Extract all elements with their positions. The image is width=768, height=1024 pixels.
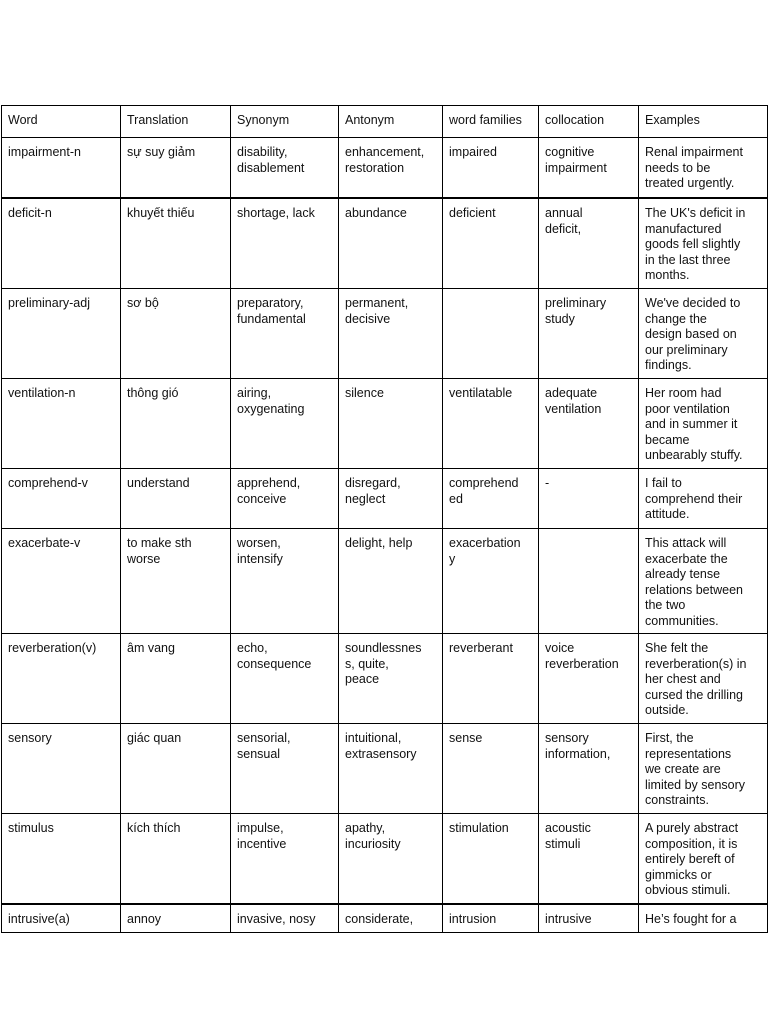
cell-word: stimulus [2, 814, 121, 905]
cell-collocation: cognitive impairment [539, 138, 639, 199]
header-cell-word: Word [2, 106, 121, 138]
cell-synonym: invasive, nosy [231, 904, 339, 933]
cell-word-families [443, 289, 539, 379]
cell-antonym: intuitional, extrasensory [339, 724, 443, 814]
header-row [2, 106, 768, 138]
cell-translation: giác quan [121, 724, 231, 814]
vocabulary-table [1, 105, 768, 933]
table-row [2, 529, 768, 634]
cell-collocation: adequate ventilation [539, 379, 639, 469]
header-cell-examples: Examples [639, 106, 768, 138]
cell-word-families: impaired [443, 138, 539, 199]
cell-word: sensory [2, 724, 121, 814]
cell-synonym: shortage, lack [231, 198, 339, 289]
cell-collocation [539, 529, 639, 634]
cell-examples: Renal impairment needs to be treated urgently. [639, 138, 768, 199]
cell-collocation: preliminary study [539, 289, 639, 379]
cell-word-families: reverberant [443, 634, 539, 724]
header-cell-word-families: word families [443, 106, 539, 138]
cell-word-families: comprehend ed [443, 469, 539, 529]
table-row [2, 634, 768, 724]
cell-translation: thông gió [121, 379, 231, 469]
cell-synonym: airing, oxygenating [231, 379, 339, 469]
cell-word: intrusive(a) [2, 904, 121, 933]
cell-examples: First, the representations we create are limited by sensory constraints. [639, 724, 768, 814]
cell-synonym: sensorial, sensual [231, 724, 339, 814]
table-row [2, 904, 768, 933]
cell-word: impairment-n [2, 138, 121, 199]
cell-translation: kích thích [121, 814, 231, 905]
header-cell-synonym: Synonym [231, 106, 339, 138]
cell-collocation: sensory information, [539, 724, 639, 814]
header-cell-translation: Translation [121, 106, 231, 138]
cell-synonym: worsen, intensify [231, 529, 339, 634]
cell-collocation: intrusive [539, 904, 639, 933]
cell-examples: The UK's deficit in manufactured goods fell slightly in the last three months. [639, 198, 768, 289]
table-body [2, 106, 768, 933]
table-row [2, 379, 768, 469]
cell-synonym: impulse, incentive [231, 814, 339, 905]
cell-translation: sự suy giảm [121, 138, 231, 199]
cell-translation: understand [121, 469, 231, 529]
table-row [2, 198, 768, 289]
cell-examples: Her room had poor ventilation and in summer it became unbearably stuffy. [639, 379, 768, 469]
cell-translation: annoy [121, 904, 231, 933]
cell-word-families: exacerbation y [443, 529, 539, 634]
cell-word: reverberation(v) [2, 634, 121, 724]
cell-antonym: apathy, incuriosity [339, 814, 443, 905]
cell-collocation: - [539, 469, 639, 529]
header-cell-collocation: collocation [539, 106, 639, 138]
cell-word: exacerbate-v [2, 529, 121, 634]
cell-translation: âm vang [121, 634, 231, 724]
cell-antonym: permanent, decisive [339, 289, 443, 379]
cell-antonym: silence [339, 379, 443, 469]
cell-synonym: echo, consequence [231, 634, 339, 724]
cell-synonym: disability, disablement [231, 138, 339, 199]
cell-word: deficit-n [2, 198, 121, 289]
cell-examples: He’s fought for a [639, 904, 768, 933]
cell-antonym: disregard, neglect [339, 469, 443, 529]
cell-antonym: delight, help [339, 529, 443, 634]
cell-word-families: deficient [443, 198, 539, 289]
header-cell-antonym: Antonym [339, 106, 443, 138]
cell-word-families: stimulation [443, 814, 539, 905]
cell-collocation: acoustic stimuli [539, 814, 639, 905]
cell-translation: khuyết thiếu [121, 198, 231, 289]
table-row [2, 469, 768, 529]
cell-translation: sơ bộ [121, 289, 231, 379]
cell-word-families: sense [443, 724, 539, 814]
cell-examples: A purely abstract composition, it is entirely bereft of gimmicks or obvious stimuli. [639, 814, 768, 905]
cell-collocation: voice reverberation [539, 634, 639, 724]
cell-examples: I fail to comprehend their attitude. [639, 469, 768, 529]
cell-synonym: apprehend, conceive [231, 469, 339, 529]
cell-translation: to make sth worse [121, 529, 231, 634]
table-row [2, 138, 768, 199]
cell-antonym: considerate, [339, 904, 443, 933]
cell-collocation: annual deficit, [539, 198, 639, 289]
cell-examples: She felt the reverberation(s) in her chest and cursed the drilling outside. [639, 634, 768, 724]
cell-antonym: soundlessnes s, quite, peace [339, 634, 443, 724]
cell-word: comprehend-v [2, 469, 121, 529]
cell-antonym: abundance [339, 198, 443, 289]
table-row [2, 814, 768, 905]
cell-examples: We've decided to change the design based on our preliminary findings. [639, 289, 768, 379]
cell-word-families: intrusion [443, 904, 539, 933]
table-row [2, 724, 768, 814]
cell-antonym: enhancement, restoration [339, 138, 443, 199]
table-row [2, 289, 768, 379]
cell-synonym: preparatory, fundamental [231, 289, 339, 379]
cell-word: ventilation-n [2, 379, 121, 469]
cell-examples: This attack will exacerbate the already tense relations between the two communities. [639, 529, 768, 634]
cell-word-families: ventilatable [443, 379, 539, 469]
cell-word: preliminary-adj [2, 289, 121, 379]
